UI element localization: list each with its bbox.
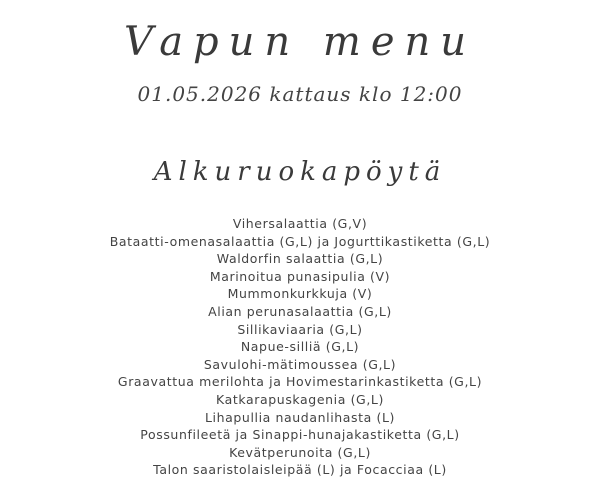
menu-item: Bataatti-omenasalaattia (G,L) ja Jogurttikastiketta (G,L) bbox=[109, 233, 491, 249]
menu-item: Alian perunasalaattia (G,L) bbox=[208, 303, 392, 319]
menu-item: Vihersalaattia (G,V) bbox=[232, 216, 368, 231]
menu-item: Napue-silliä (G,L) bbox=[240, 339, 360, 355]
menu-item: Possunfileetä ja Sinappi-hunajakastiketta (G,L) bbox=[140, 427, 460, 443]
menu-item: Savulohi-mätimoussea (G,L) bbox=[203, 356, 397, 372]
menu-item: Kevätperunoita (G,L) bbox=[229, 444, 371, 460]
menu-item: Mummonkurkkuja (V) bbox=[227, 286, 373, 302]
menu-item: Graavattua merilohta ja Hovimestarinkastiketta (G,L) bbox=[117, 374, 483, 390]
menu-date-time: 01.05.2026 kattaus klo 12:00 bbox=[137, 82, 463, 106]
section-title-starters: Alkuruokapöytä bbox=[153, 157, 447, 187]
menu-title: Vapun menu bbox=[123, 19, 477, 65]
starter-items-list bbox=[0, 215, 600, 479]
menu-item: Marinoitua punasipulia (V) bbox=[209, 268, 391, 284]
menu-item: Sillikaviaaria (G,L) bbox=[237, 321, 363, 337]
menu-item: Talon saaristolaisleipää (L) ja Focacciaa (L) bbox=[153, 462, 447, 478]
menu-item: Katkarapuskagenia (G,L) bbox=[216, 391, 384, 407]
menu-item: Lihapullia naudanlihasta (L) bbox=[204, 409, 396, 425]
menu-item: Waldorfin salaattia (G,L) bbox=[216, 251, 384, 267]
